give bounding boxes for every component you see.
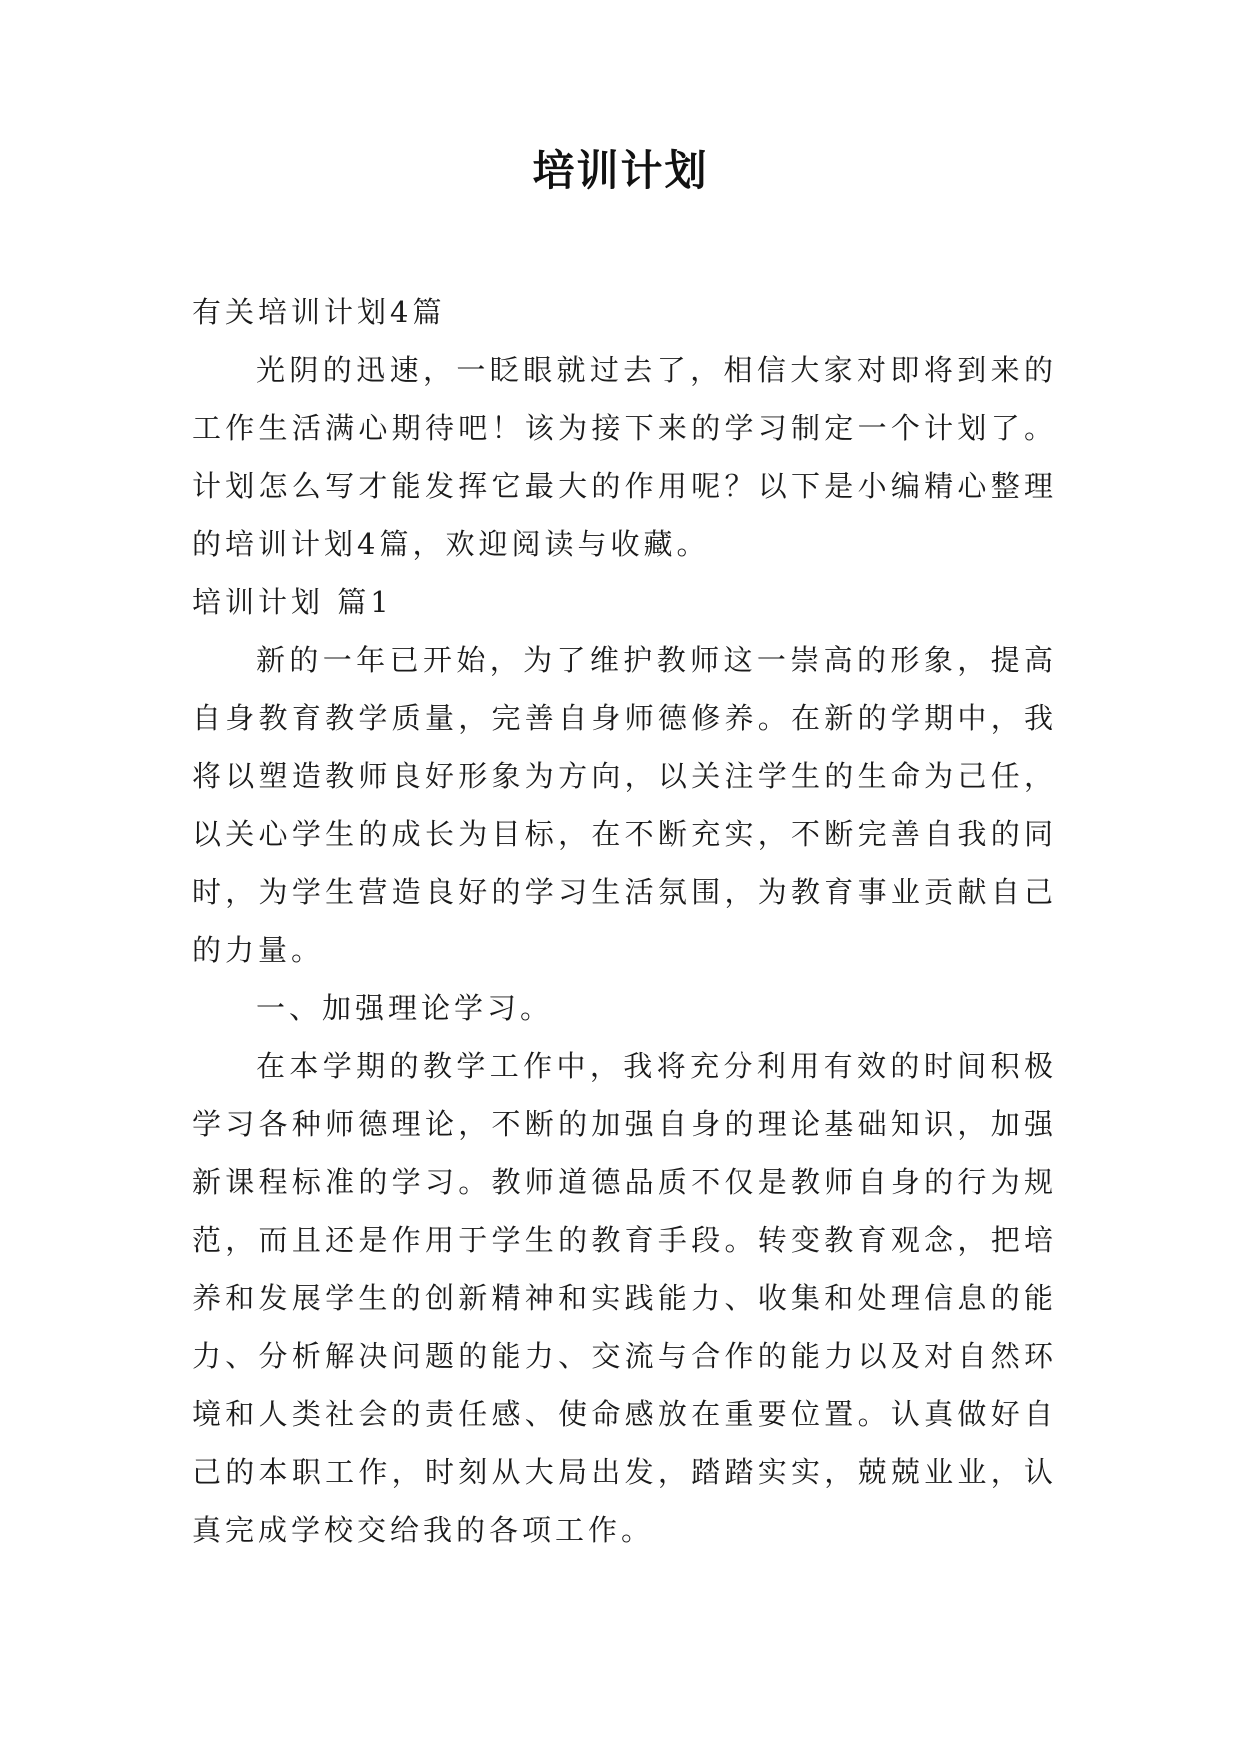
intro-paragraph: 光阴的迅速，一眨眼就过去了，相信大家对即将到来的工作生活满心期待吧！该为接下来的学习制定一个计划了。计划怎么写才能发挥它最大的作用呢？以下是小编精心整理的培训计划4篇，欢迎阅读与收藏。 (192, 353, 1057, 561)
paragraph-1: 新的一年已开始，为了维护教师这一崇高的形象，提高自身教育教学质量，完善自身师德修养。在新的学期中，我将以塑造教师良好形象为方向，以关注学生的生命为己任，以关心学生的成长为目标，在不断充实，不断完善自我的同时，为学生营造良好的学习生活氛围，为教育事业贡献自己的力量。 (192, 643, 1057, 967)
paragraph-2: 在本学期的教学工作中，我将充分利用有效的时间积极学习各种师德理论，不断的加强自身的理论基础知识，加强新课程标准的学习。教师道德品质不仅是教师自身的行为规范，而且还是作用于学生的教育手段。转变教育观念，把培养和发展学生的创新精神和实践能力、收集和处理信息的能力、分析解决问题的能力、交流与合作的能力以及对自然环境和人类社会的责任感、使命感放在重要位置。认真做好自己的本职工作，时刻从大局出发，踏踏实实，兢兢业业，认真完成学校交给我的各项工作。 (192, 1049, 1057, 1547)
page-title: 培训计划 (532, 146, 709, 195)
section-heading: 培训计划 篇1 (192, 585, 393, 619)
document-body (192, 283, 1057, 1559)
document-subtitle: 有关培训计划4篇 (192, 295, 446, 329)
point-1-heading: 一、加强理论学习。 (256, 991, 554, 1025)
